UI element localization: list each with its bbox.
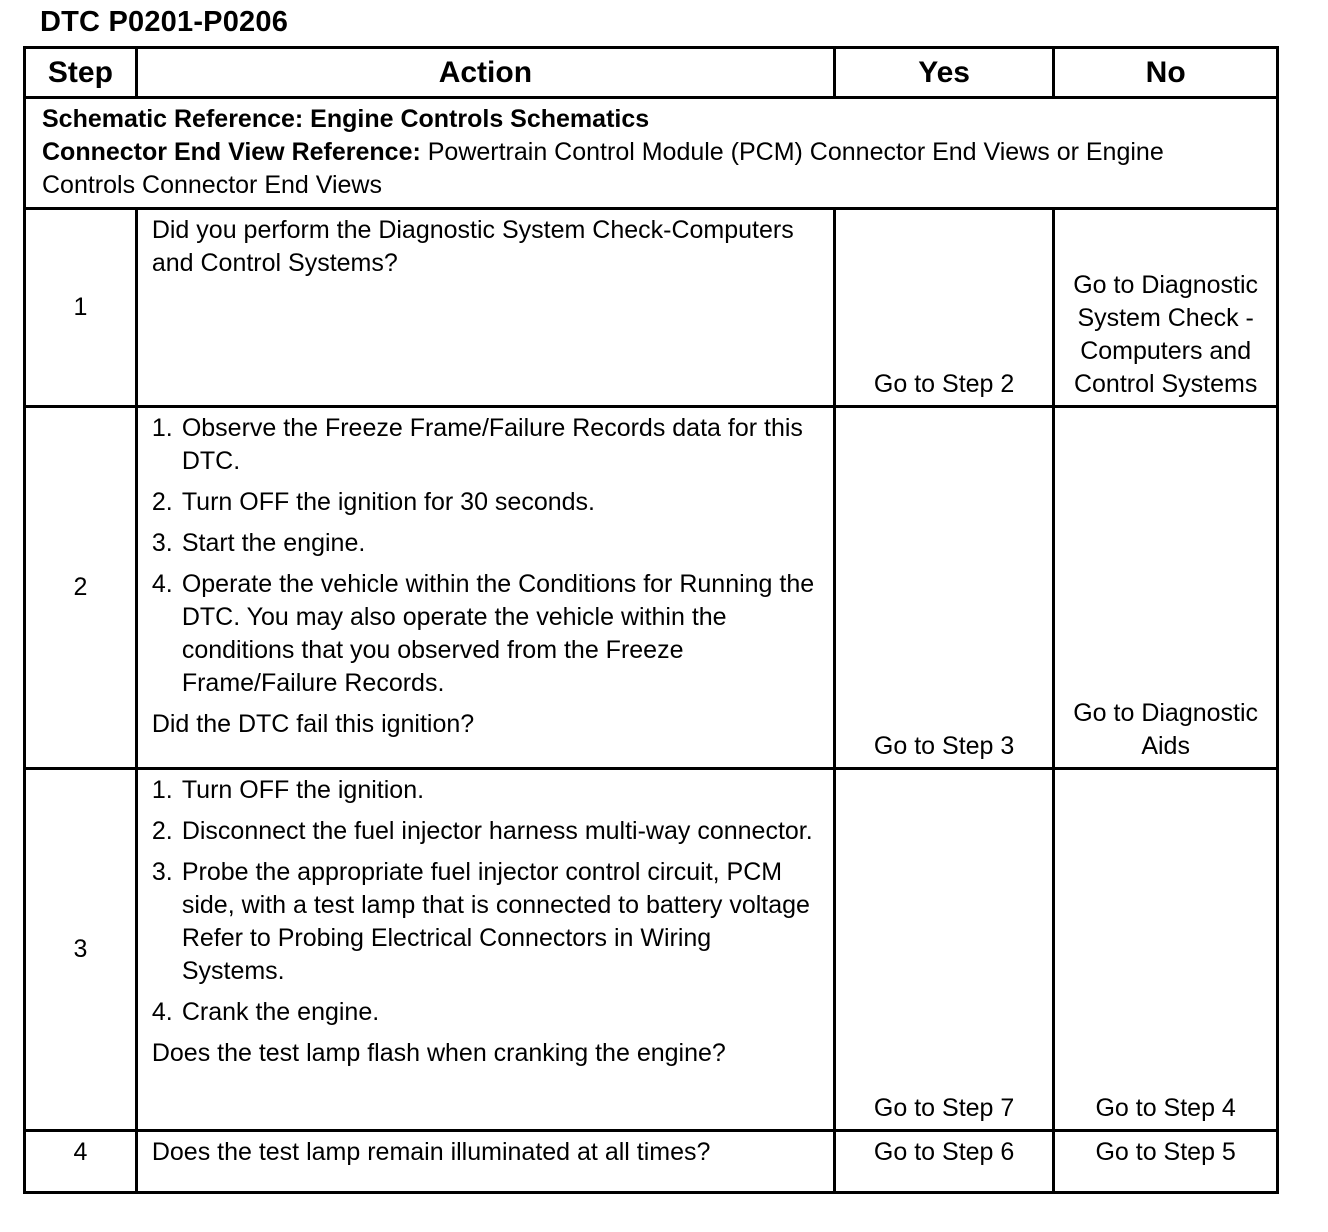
table-row	[25, 1131, 1278, 1193]
list-item: 4. Operate the vehicle within the Conditions for Running the DTC. You may also operate the vehicle within the conditions that you observed from the Freeze Frame/Failure Records.	[151, 570, 815, 697]
header-yes: Yes	[834, 48, 1053, 98]
yes-cell: Go to Step 6	[834, 1131, 1053, 1193]
connector-reference-text: Powertrain Control Module (PCM) Connector End Views or Engine Controls Connector End Views	[42, 138, 1164, 199]
yes-cell: Go to Step 2	[834, 209, 1053, 407]
action-question: Does the test lamp remain illuminated at all times?	[151, 1138, 711, 1166]
header-step: Step	[25, 48, 137, 98]
page-title: DTC P0201-P0206	[40, 6, 289, 38]
no-cell: Go to Step 4	[1054, 769, 1278, 1131]
action-cell	[136, 407, 834, 769]
list-item: 2. Turn OFF the ignition for 30 seconds.	[151, 488, 595, 516]
no-cell: Go to Diagnostic System Check - Computers and Control Systems	[1054, 209, 1278, 407]
action-cell	[136, 209, 834, 407]
table-row	[25, 769, 1278, 1131]
header-no: No	[1054, 48, 1278, 98]
action-cell	[136, 1131, 834, 1193]
no-cell: Go to Diagnostic Aids	[1054, 407, 1278, 769]
reference-row	[25, 98, 1278, 209]
yes-cell: Go to Step 3	[834, 407, 1053, 769]
list-item: 1. Turn OFF the ignition.	[151, 776, 425, 804]
action-steps-list	[152, 412, 821, 700]
list-item: 3. Probe the appropriate fuel injector control circuit, PCM side, with a test lamp that is connected to battery voltage Refer to Probing Electrical Connectors in Wiring Systems.	[151, 858, 810, 985]
connector-reference	[42, 136, 1262, 202]
action-question: Does the test lamp flash when cranking the engine?	[151, 1039, 726, 1067]
action-question: Did you perform the Diagnostic System Check-Computers and Control Systems?	[151, 216, 794, 277]
action-steps-list	[152, 774, 821, 1029]
table-header-row	[25, 48, 1278, 98]
reference-cell	[25, 98, 1278, 209]
diagnostic-table	[23, 46, 1279, 1194]
step-number: 4	[25, 1131, 137, 1193]
step-number: 1	[25, 209, 137, 407]
step-number: 3	[25, 769, 137, 1131]
list-item: 2. Disconnect the fuel injector harness multi-way connector.	[151, 817, 813, 845]
table-row	[25, 407, 1278, 769]
header-action: Action	[136, 48, 834, 98]
schematic-reference: Schematic Reference: Engine Controls Schematics	[42, 105, 650, 133]
yes-cell: Go to Step 7	[834, 769, 1053, 1131]
no-cell: Go to Step 5	[1054, 1131, 1278, 1193]
action-cell	[136, 769, 834, 1131]
list-item: 3. Start the engine.	[151, 529, 366, 557]
action-question: Did the DTC fail this ignition?	[151, 710, 475, 738]
list-item: 1. Observe the Freeze Frame/Failure Records data for this DTC.	[151, 414, 803, 475]
table-row	[25, 209, 1278, 407]
list-item: 4. Crank the engine.	[151, 998, 380, 1026]
step-number: 2	[25, 407, 137, 769]
connector-reference-label: Connector End View Reference:	[42, 138, 421, 166]
